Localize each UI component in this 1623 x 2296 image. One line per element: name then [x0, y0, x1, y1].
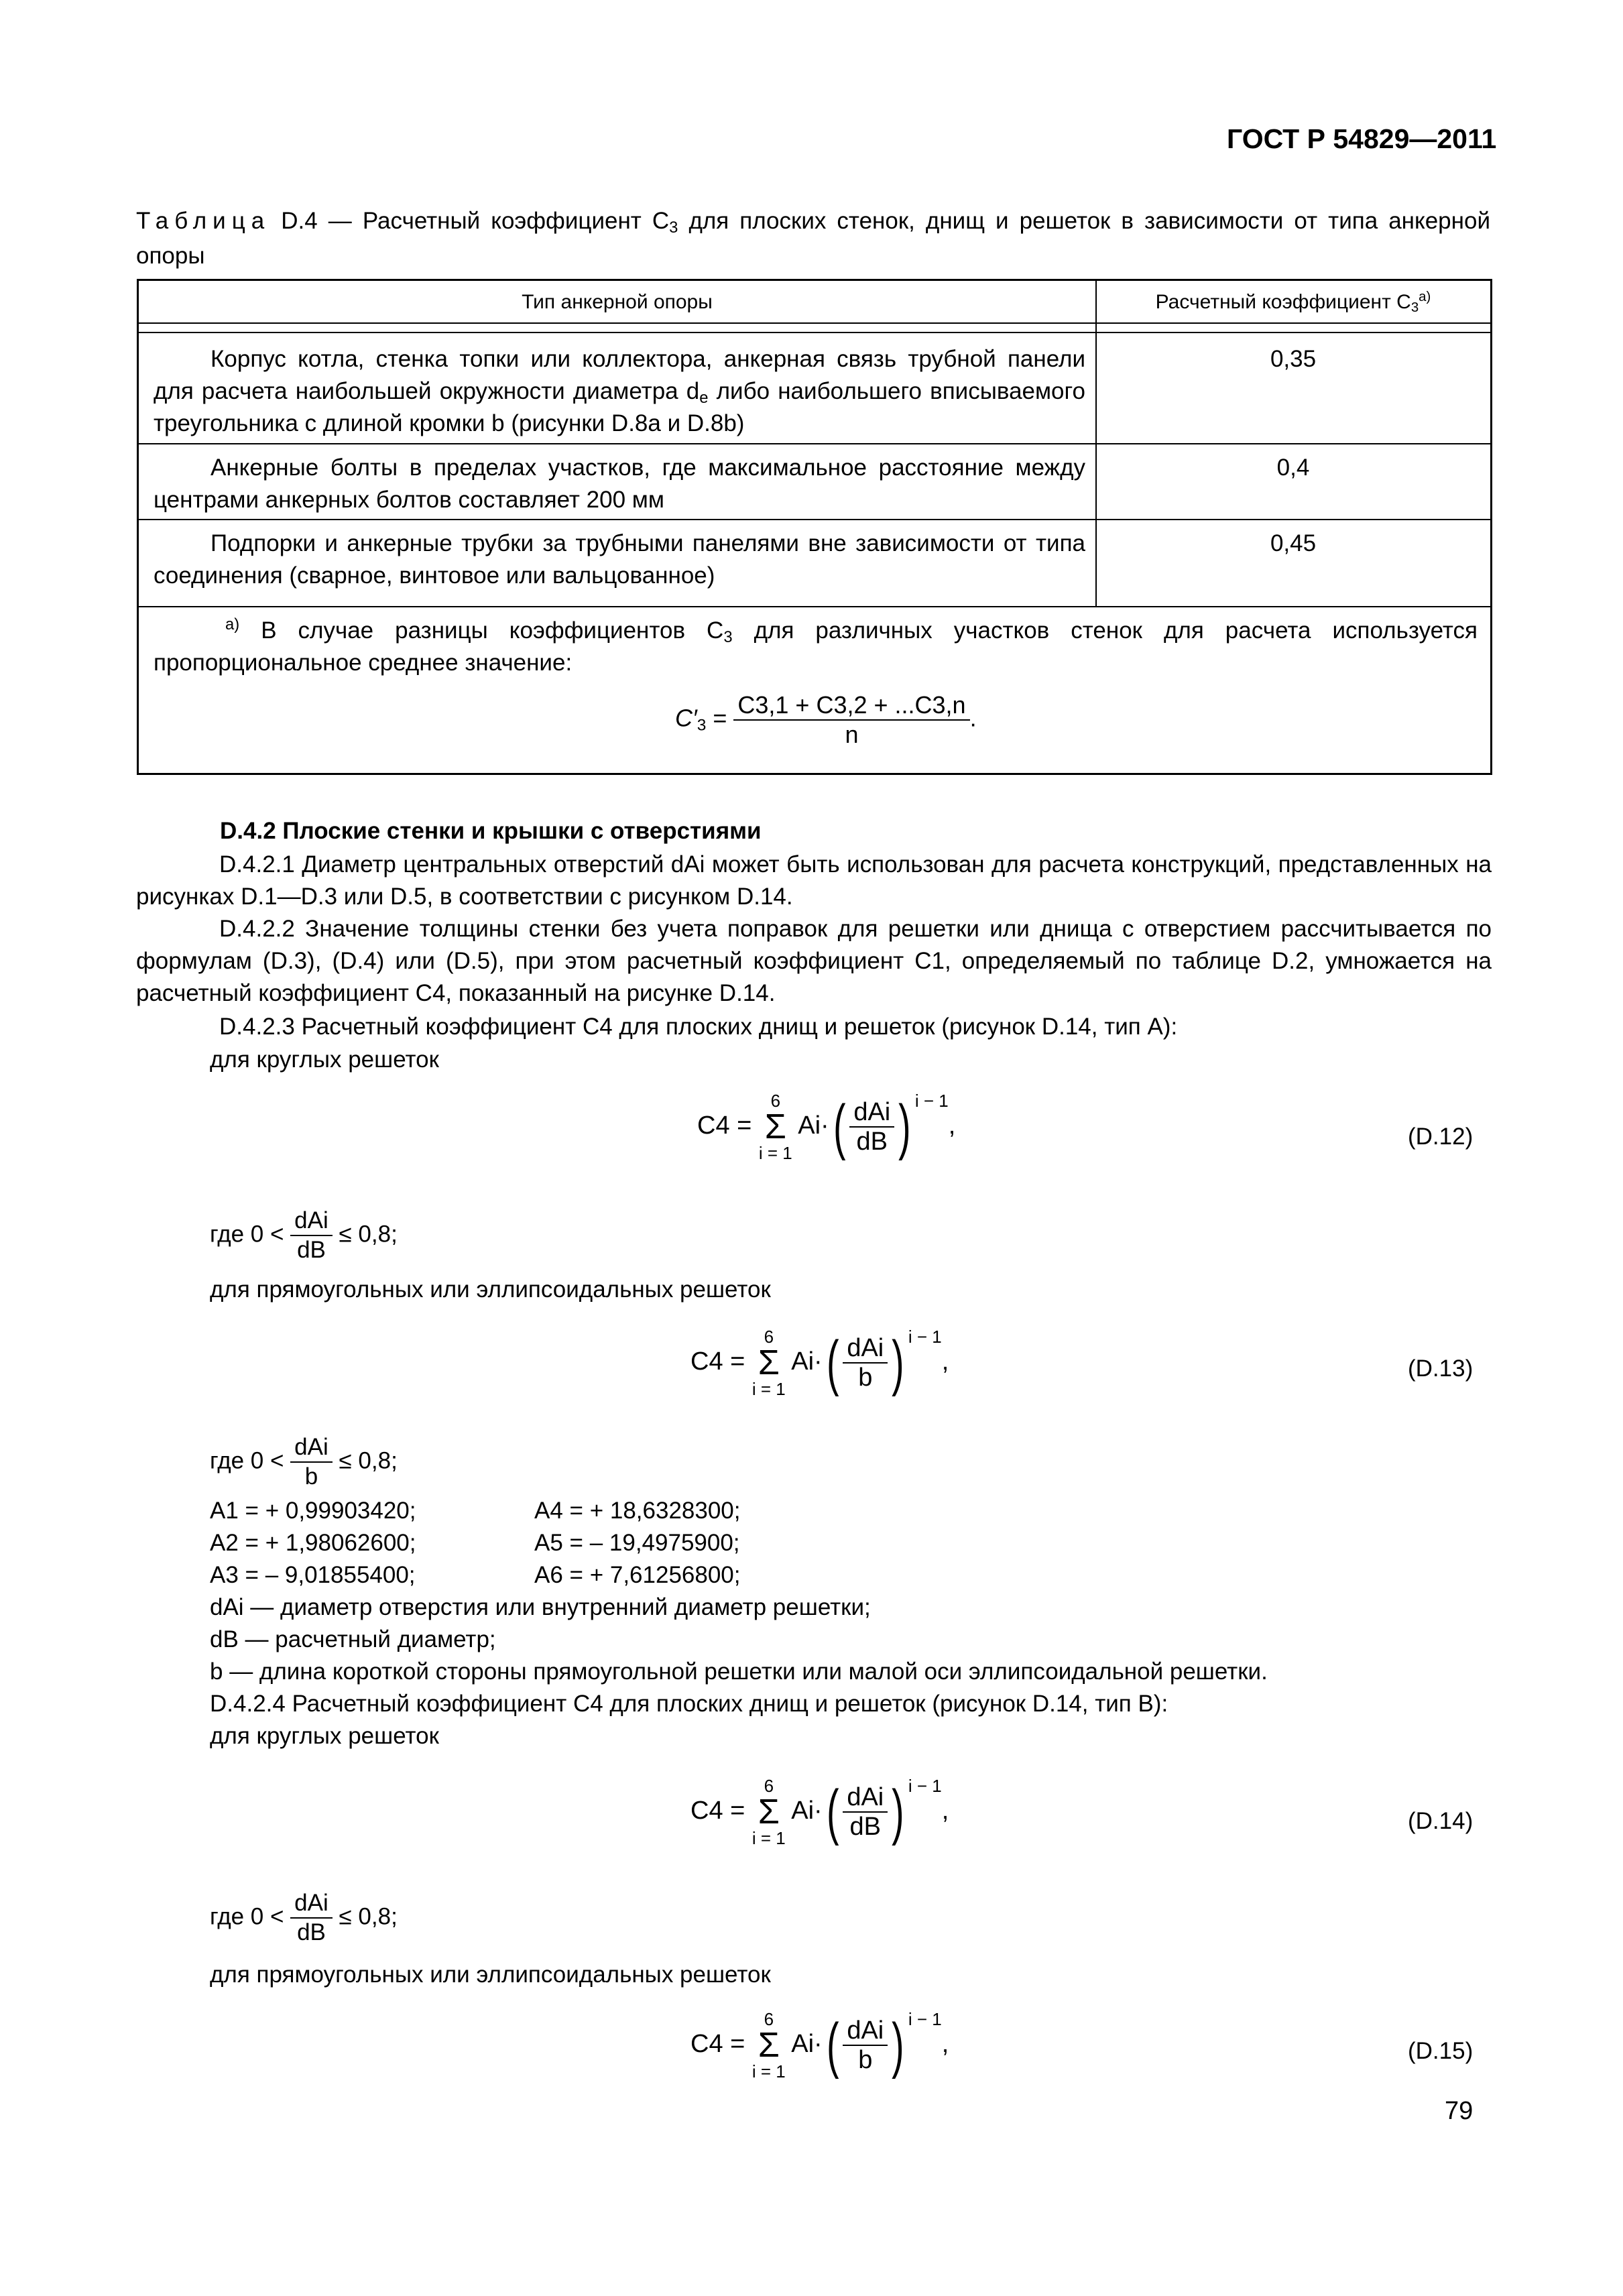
- table-footnote: [154, 615, 1478, 679]
- row-rule: [139, 443, 1490, 444]
- equation-d14: [690, 1776, 949, 1848]
- header-rule: [139, 322, 1490, 324]
- sigma-top: 6: [770, 1091, 781, 1111]
- equation-number-d13: (D.13): [1408, 1355, 1474, 1382]
- definition-dai: dAi — диаметр отверстия или внутренний диаметр решетки;: [210, 1594, 871, 1620]
- where-d12: [210, 1207, 398, 1264]
- formula-lhs: C′: [675, 704, 697, 732]
- eq-ai: Ai·: [791, 1797, 823, 1825]
- row-type: Корпус котла, стенка топки или коллектора, анкерная связь трубной панели для расчета наибольшей окружности диаметра d: [154, 346, 1085, 404]
- sigma: [752, 1327, 786, 1398]
- standard-number: ГОСТ Р 54829—2011: [1227, 123, 1497, 154]
- eq-fraction: [843, 1783, 888, 1841]
- footnote-text: В случае разницы коэффициентов C: [261, 617, 724, 644]
- paragraph-d423: D.4.2.3 Расчетный коэффициент C4 для плоских днищ и решеток (рисунок D.14, тип A):: [219, 1014, 1178, 1040]
- where-denominator: b: [304, 1463, 318, 1490]
- right-paren: ): [892, 1328, 904, 1397]
- where-d14: [210, 1889, 398, 1947]
- row-rule: [139, 606, 1490, 607]
- col1-header: Тип анкерной опоры: [522, 291, 713, 313]
- eq-fraction: [843, 2016, 888, 2074]
- col2-header-sup: a): [1419, 289, 1431, 304]
- formula-numerator: C3,1 + C3,2 + ...C3,n: [733, 691, 969, 721]
- footnote-sub: 3: [723, 627, 733, 646]
- eq-lhs: C4 =: [697, 1111, 752, 1140]
- eq-exponent: i − 1: [908, 1327, 942, 1347]
- table-row: Подпорки и анкерные трубки за трубными панелями вне зависимости от типа соединения (сварное, винтовое или вальцованное): [154, 530, 1085, 589]
- rect-plates-label-b: для прямоугольных или эллипсоидальных решеток: [210, 1961, 771, 1988]
- where-bound: ≤ 0,8;: [339, 1447, 398, 1474]
- col2-header-text: Расчетный коэффициент C: [1155, 291, 1411, 313]
- paragraph-d424: D.4.2.4 Расчетный коэффициент C4 для плоских днищ и решеток (рисунок D.14, тип B):: [210, 1691, 1168, 1717]
- right-paren: ): [892, 2010, 904, 2079]
- eq-tail: ,: [948, 1111, 956, 1140]
- eq-denominator: b: [858, 1364, 873, 1392]
- where-numerator: dAi: [290, 1433, 333, 1463]
- equation-number-d12: (D.12): [1408, 1124, 1474, 1150]
- equation-number-d15: (D.15): [1408, 2038, 1474, 2064]
- eq-lhs: C4 =: [690, 2030, 745, 2059]
- eq-numerator: dAi: [843, 1334, 888, 1364]
- where-denominator: dB: [297, 1237, 326, 1263]
- eq-exponent: i − 1: [908, 1776, 942, 1797]
- eq-ai: Ai·: [798, 1111, 829, 1140]
- eq-denominator: dB: [849, 1813, 882, 1841]
- where-fraction: [290, 1207, 333, 1264]
- eq-tail: ,: [941, 1347, 949, 1376]
- paragraph-d422: D.4.2.2 Значение толщины стенки без учета поправок для решетки или днища с отверстием рассчитывается по формулам (D.3), (D.4) или (D.5), при этом расчетный коэффициент C1, определяемый по таблице D.2, умножается на расчетный коэффициент C4, показанный на рисунке D.14.: [136, 916, 1492, 1006]
- table-caption-label: Таблица: [136, 208, 271, 234]
- footnote-rest: для различных участков стенок для расчета используется пропорциональное среднее значение:: [154, 617, 1478, 676]
- equation-d12: [697, 1091, 955, 1162]
- table-caption: [136, 204, 1490, 274]
- where-text: где 0 <: [210, 1221, 284, 1248]
- sigma-bottom: i = 1: [752, 1828, 786, 1848]
- table-caption-title: D.4 — Расчетный коэффициент C: [281, 208, 670, 234]
- equation-d15: [690, 2010, 949, 2081]
- average-formula: $C'_3$ = $\frac{C3,1 + C3,2 + ...C3,n}{n}$ .: [675, 691, 977, 748]
- left-paren: (: [833, 1092, 846, 1161]
- where-fraction: [290, 1433, 333, 1491]
- page-number: 79: [1445, 2097, 1474, 2125]
- row-type-sub: e: [699, 388, 709, 407]
- row-value: 0,45: [1270, 530, 1317, 556]
- sigma-bottom: i = 1: [758, 1143, 792, 1163]
- eq-fraction: [843, 1334, 888, 1392]
- eq-exponent: i − 1: [914, 1091, 949, 1111]
- col2-header-sub: 3: [1410, 300, 1419, 316]
- sigma-bottom: i = 1: [752, 2061, 786, 2081]
- footnote-mark: a): [225, 615, 240, 633]
- sigma: [752, 2010, 786, 2081]
- right-paren: ): [898, 1092, 911, 1161]
- rect-plates-label: для прямоугольных или эллипсоидальных решеток: [210, 1276, 771, 1303]
- where-fraction: [290, 1889, 333, 1947]
- eq-denominator: dB: [856, 1128, 888, 1156]
- table-row: [154, 343, 1085, 440]
- eq-numerator: dAi: [843, 2016, 888, 2046]
- eq-ai: Ai·: [791, 2030, 823, 2059]
- section-title: D.4.2 Плоские стенки и крышки с отверстиями: [220, 818, 762, 844]
- where-numerator: dAi: [290, 1889, 333, 1919]
- left-paren: (: [826, 1777, 839, 1846]
- eq-fraction: [849, 1098, 894, 1156]
- where-d13: [210, 1433, 398, 1491]
- sigma-symbol: Σ: [758, 1793, 780, 1831]
- formula-fraction: [733, 691, 969, 749]
- eq-tail: ,: [941, 1797, 949, 1825]
- coefficient-a5: A5 = – 19,4975900;: [534, 1530, 740, 1556]
- round-plates-label: для круглых решеток: [210, 1046, 439, 1073]
- eq-ai: Ai·: [791, 1347, 823, 1376]
- sigma: [759, 1091, 792, 1162]
- where-text: где 0 <: [210, 1447, 284, 1474]
- sigma-top: 6: [764, 1327, 774, 1347]
- eq-numerator: dAi: [843, 1783, 888, 1813]
- paragraph-d421: D.4.2.1 Диаметр центральных отверстий dAi может быть использован для расчета конструкций, представленных на рисунках D.1—D.3 или D.5, в соответствии с рисунком D.14.: [136, 851, 1492, 910]
- eq-denominator: b: [858, 2046, 873, 2074]
- equation-number-d14: (D.14): [1408, 1808, 1474, 1834]
- header-rule-double: [139, 332, 1490, 333]
- coefficient-a3: A3 = – 9,01855400;: [210, 1562, 416, 1588]
- left-paren: (: [826, 1328, 839, 1397]
- sigma-symbol: Σ: [764, 1107, 786, 1146]
- eq-tail: ,: [941, 2030, 949, 2059]
- row-value: 0,35: [1270, 346, 1317, 372]
- eq-lhs: C4 =: [690, 1347, 745, 1376]
- sigma-bottom: i = 1: [752, 1379, 786, 1399]
- where-text: где 0 <: [210, 1903, 284, 1930]
- where-bound: ≤ 0,8;: [339, 1903, 398, 1930]
- definition-b: b — длина короткой стороны прямоугольной решетки или малой оси эллипсоидальной решетки.: [210, 1658, 1268, 1685]
- sigma: [752, 1776, 786, 1848]
- formula-denominator: n: [845, 721, 859, 748]
- table-caption-rest: для плоских стенок, днищ и решеток в зависимости от типа анкерной опоры: [136, 208, 1490, 269]
- sigma-top: 6: [764, 1776, 774, 1796]
- round-plates-label-b: для круглых решеток: [210, 1723, 439, 1749]
- eq-exponent: i − 1: [908, 2009, 942, 2030]
- eq-lhs: C4 =: [690, 1797, 745, 1825]
- row-rule: [139, 519, 1490, 520]
- definition-db: dB — расчетный диаметр;: [210, 1626, 496, 1652]
- coefficient-a6: A6 = + 7,61256800;: [534, 1562, 741, 1588]
- coefficient-a1: A1 = + 0,99903420;: [210, 1498, 416, 1524]
- row-value: 0,4: [1276, 455, 1310, 481]
- where-bound: ≤ 0,8;: [339, 1221, 398, 1248]
- anchor-coefficient-table: [137, 279, 1492, 775]
- left-paren: (: [826, 2010, 839, 2079]
- sigma-top: 6: [764, 2009, 774, 2029]
- equation-d13: [690, 1327, 949, 1398]
- row-type-rest: либо наибольшего вписываемого треугольника с длиной кромки b (рисунки D.8а и D.8b): [154, 378, 1085, 436]
- coefficient-a4: A4 = + 18,6328300;: [534, 1498, 741, 1524]
- table-row: Анкерные болты в пределах участков, где максимальное расстояние между центрами анкерных болтов составляет 200 мм: [154, 455, 1085, 513]
- table-caption-sub: 3: [669, 218, 678, 237]
- sigma-symbol: Σ: [758, 2026, 780, 2065]
- formula-lhs-sub: 3: [697, 716, 707, 735]
- eq-numerator: dAi: [849, 1098, 894, 1128]
- col2-header: [1095, 286, 1491, 318]
- where-numerator: dAi: [290, 1207, 333, 1236]
- coefficient-a2: A2 = + 1,98062600;: [210, 1530, 416, 1556]
- where-denominator: dB: [297, 1919, 326, 1945]
- right-paren: ): [892, 1777, 904, 1846]
- sigma-symbol: Σ: [758, 1343, 780, 1382]
